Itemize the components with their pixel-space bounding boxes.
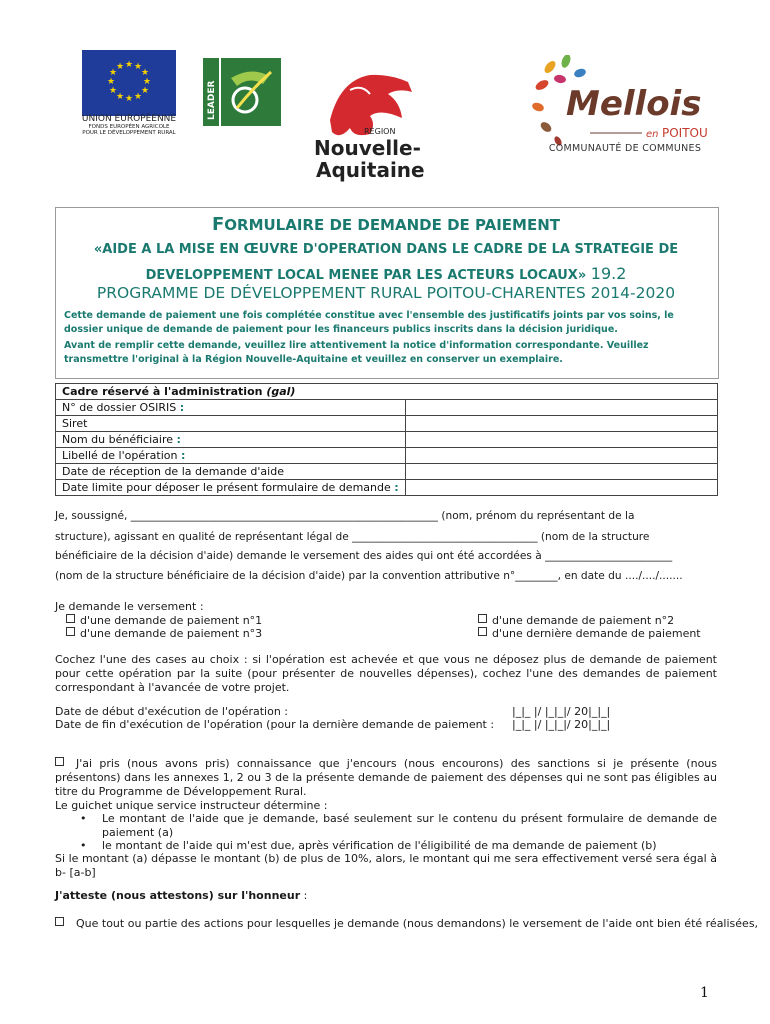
option-paiement-1[interactable]: d'une demande de paiement n°1 [66,614,386,628]
bullet-item-b: le montant de l'aide qui m'est due, après vérification de l'éligibilité de ma demande de paiement (b) [102,839,657,852]
svg-text:★: ★ [142,77,152,87]
date-fin-field[interactable]: |_|_ |/ |_|_|/ 20|_|_| [512,718,611,731]
checkbox[interactable] [478,614,487,623]
bullet-icon: • [80,812,87,825]
admin-field-libelle[interactable] [405,448,717,464]
svg-text:★: ★ [140,68,150,78]
admin-table [55,383,718,496]
eu-caption: UNION EUROPÉENNE FONDS EUROPÉEN AGRICOLE POUR LE DÉVELOPPEMENT RURAL [81,114,177,136]
date-debut-field[interactable]: |_|_ |/ |_|_|/ 20|_|_| [512,705,611,718]
svg-text:Mellois: Mellois [566,84,702,124]
table-row: Date de réception de la demande d'aide [56,464,718,480]
svg-text:LEADER: LEADER [207,80,217,120]
svg-text:RÉGION: RÉGION [364,127,396,136]
intro-paragraph-1: Cette demande de paiement une fois complétée constitue avec l'ensemble des justificatifs joints par vos soins, le dossier unique de demande de paiement pour les financeurs publics inscrits dans la décision juridique. [64,310,674,335]
svg-text:★: ★ [106,77,116,87]
bullet-icon: • [80,839,87,852]
svg-text:en: en [646,129,659,140]
montant-rule: Si le montant (a) dépasse le montant (b) de plus de 10%, alors, le montant qui me sera effectivement versé sera égal à b- [a-b] [55,852,717,879]
option-paiement-2[interactable]: d'une demande de paiement n°2 [478,614,718,628]
option-paiement-3[interactable]: d'une demande de paiement n°3 [66,627,386,641]
bullet-item-a: Le montant de l'aide que je demande, basé seulement sur le contenu du présent formulaire de demande de paiement (a) [102,812,717,839]
programme-title: PROGRAMME DE DÉVELOPPEMENT RURAL POITOU-CHARENTES 2014-2020 [96,284,676,302]
versement-label: Je demande le versement : [55,600,204,613]
table-row: Siret [56,416,718,432]
svg-text:★: ★ [108,86,118,96]
svg-text:Nouvelle-: Nouvelle- [314,136,421,160]
admin-field-date-reception[interactable] [405,464,717,480]
svg-text:★: ★ [133,62,143,72]
admin-field-date-limite[interactable] [405,480,717,496]
declarant-line-2: structure), agissant en qualité de représentant légal de ___________________________________ (nom de la structure [55,531,650,543]
table-row: Libellé de l'opération : [56,448,718,464]
admin-field-beneficiaire[interactable] [405,432,717,448]
guichet-statement: Le guichet unique service instructeur détermine : [55,799,328,812]
svg-text:★: ★ [124,94,134,104]
admin-table-header: Cadre réservé à l'administration (gal) [56,384,718,400]
region-nouvelle-aquitaine-logo [310,60,430,200]
checkbox[interactable] [55,917,64,926]
declarant-line-4: (nom de la structure bénéficiaire de la décision d'aide) par la convention attributive n°________, en date du ..../..../....... [55,570,683,582]
form-subtitle: «AIDE A LA MISE EN ŒUVRE D'OPERATION DANS LE CADRE DE LA STRATEGIE DE DEVELOPPEMENT LOCAL MENEE PAR LES ACTEURS LOCAUX» 19.2 [93,242,679,283]
mellois-subtitle: COMMUNAUTÉ DE COMMUNES [548,143,702,154]
svg-text:★: ★ [140,86,150,96]
table-row: Date limite pour déposer le présent formulaire de demande : [56,480,718,496]
checkbox[interactable] [55,757,64,766]
svg-text:★: ★ [124,60,134,70]
table-row: N° de dossier OSIRIS : [56,400,718,416]
svg-text:Aquitaine: Aquitaine [316,158,425,182]
date-debut-label: Date de début d'exécution de l'opération : [55,705,288,718]
intro-paragraph-2: Avant de remplir cette demande, veuillez lire attentivement la notice d'information correspondante. Veuillez transmettre l'original à la Région Nouvelle-Aquitaine et veuillez en conserver un exemplaire. [64,340,649,365]
admin-field-osiris[interactable] [405,400,717,416]
mellois-poitou-logo [530,55,710,155]
cochez-instructions: Cochez l'une des cases au choix : si l'opération est achevée et que vous ne déposez plus de demande de paiement pour cette opération par la suite (pour présenter de nouvelles dépenses), cochez l'une des demandes de paiement correspondant à l'avancée de votre projet. [55,653,717,694]
svg-text:POITOU: POITOU [662,126,708,140]
option-paiement-derniere[interactable]: d'une dernière demande de paiement [478,627,718,641]
declarant-line-3: bénéficiaire de la décision d'aide) demande le versement des aides qui ont été accordées à ________________________ [55,550,673,562]
svg-text:★: ★ [108,68,118,78]
admin-field-siret[interactable] [405,416,717,432]
table-row: Nom du bénéficiaire : [56,432,718,448]
leader-logo [203,58,283,126]
page-number: 1 [700,985,709,1001]
date-fin-label: Date de fin d'exécution de l'opération (pour la dernière demande de paiement : [55,718,495,731]
eu-flag-logo [82,50,176,116]
sanctions-statement: J'ai pris (nous avons pris) connaissance que j'encours (nous encourons) des sanctions si je présente (nous présentons) dans les annexes 1, 2 ou 3 de la présente demande de paiement des dépenses qui ne sont pas éligibles au titre du Programme de Développement Rural. [55,757,717,798]
attestation-item-1: Que tout ou partie des actions pour lesquelles je demande (nous demandons) le versement de l'aide ont bien été réalisées, [55,917,717,931]
svg-text:★: ★ [133,92,143,102]
checkbox[interactable] [66,614,75,623]
form-title: FORMULAIRE DE DEMANDE DE PAIEMENT [211,214,561,235]
checkbox[interactable] [478,627,487,636]
svg-text:★: ★ [115,92,125,102]
atteste-heading: J'atteste (nous attestons) sur l'honneur : [55,889,308,902]
svg-text:★: ★ [115,62,125,72]
declarant-line-1: Je, soussigné, __________________________________________________________ (nom, prénom du représentant de la [55,510,635,522]
checkbox[interactable] [66,627,75,636]
